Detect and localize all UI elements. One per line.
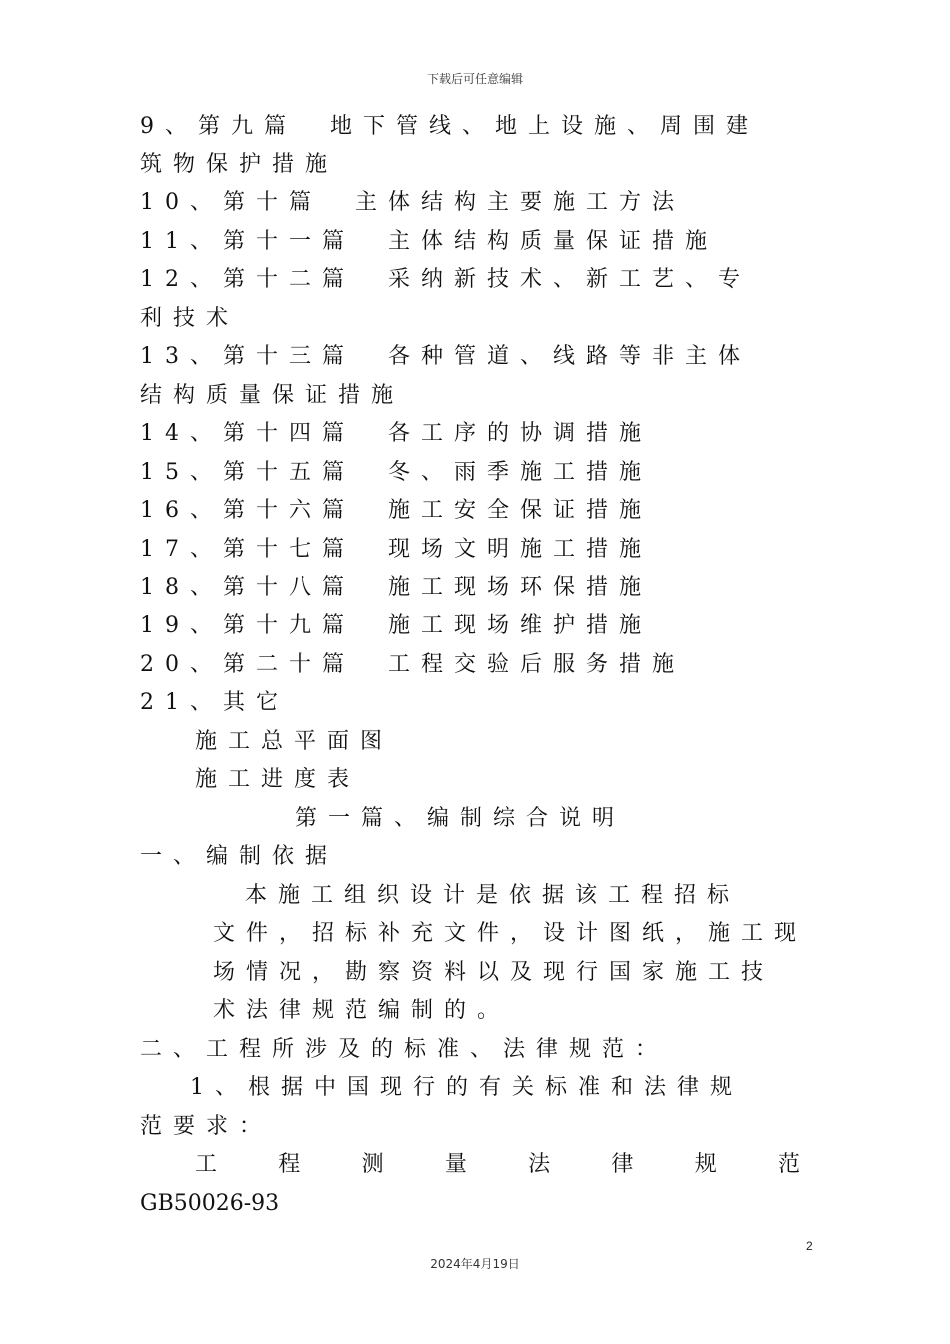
page-footer-date: 2024年4月19日 bbox=[430, 1257, 520, 1271]
chapter-title: 第一篇、编制综合说明 bbox=[295, 806, 626, 831]
toc-subitem-schedule: 施工进度表 bbox=[195, 767, 361, 792]
toc-line-13: 13、第十三篇 各种管道、线路等非主体 bbox=[140, 344, 751, 369]
toc-line-10: 10、第十篇 主体结构主要施工方法 bbox=[140, 190, 685, 215]
toc-line-16: 16、第十六篇 施工安全保证措施 bbox=[140, 498, 652, 523]
toc-line-20: 20、第二十篇 工程交验后服务措施 bbox=[140, 652, 685, 677]
paragraph-line: 文件，招标补充文件，设计图纸，施工现 bbox=[213, 921, 808, 946]
paragraph-line: 术法律规范编制的。 bbox=[213, 998, 511, 1023]
toc-line-12-cont: 利技术 bbox=[140, 306, 240, 331]
page-header: 下载后可任意编辑 bbox=[426, 72, 523, 86]
list-item-line: 范要求： bbox=[140, 1114, 273, 1139]
toc-subitem-site-plan: 施工总平面图 bbox=[195, 729, 394, 754]
toc-line-21: 21、其它 bbox=[140, 690, 289, 715]
toc-line-12: 12、第十二篇 采纳新技术、新工艺、专 bbox=[140, 267, 751, 292]
toc-line-14: 14、第十四篇 各工序的协调措施 bbox=[140, 421, 652, 446]
section-heading-standards: 二、工程所涉及的标准、法律规范： bbox=[140, 1037, 669, 1062]
toc-line-11: 11、第十一篇 主体结构质量保证措施 bbox=[140, 229, 718, 254]
list-item-line: 1、根据中国现行的有关标准和法律规 bbox=[190, 1075, 743, 1100]
page-number: 2 bbox=[806, 1239, 813, 1253]
standard-name: 工程测量法律规范 bbox=[195, 1152, 800, 1177]
toc-line-13-cont: 结构质量保证措施 bbox=[140, 383, 405, 408]
toc-line-17: 17、第十七篇 现场文明施工措施 bbox=[140, 537, 652, 562]
paragraph-line: 本施工组织设计是依据该工程招标 bbox=[245, 883, 741, 908]
toc-line-18: 18、第十八篇 施工现场环保措施 bbox=[140, 575, 652, 600]
toc-line-19: 19、第十九篇 施工现场维护措施 bbox=[140, 613, 652, 638]
toc-line-9-cont: 筑物保护措施 bbox=[140, 152, 339, 177]
paragraph-line: 场情况，勘察资料以及现行国家施工技 bbox=[213, 960, 775, 985]
standard-code: GB50026-93 bbox=[140, 1191, 280, 1216]
section-heading-basis: 一、编制依据 bbox=[140, 844, 339, 869]
toc-line-9: 9、第九篇 地下管线、地上设施、周围建 bbox=[140, 114, 759, 139]
toc-line-15: 15、第十五篇 冬、雨季施工措施 bbox=[140, 460, 652, 485]
